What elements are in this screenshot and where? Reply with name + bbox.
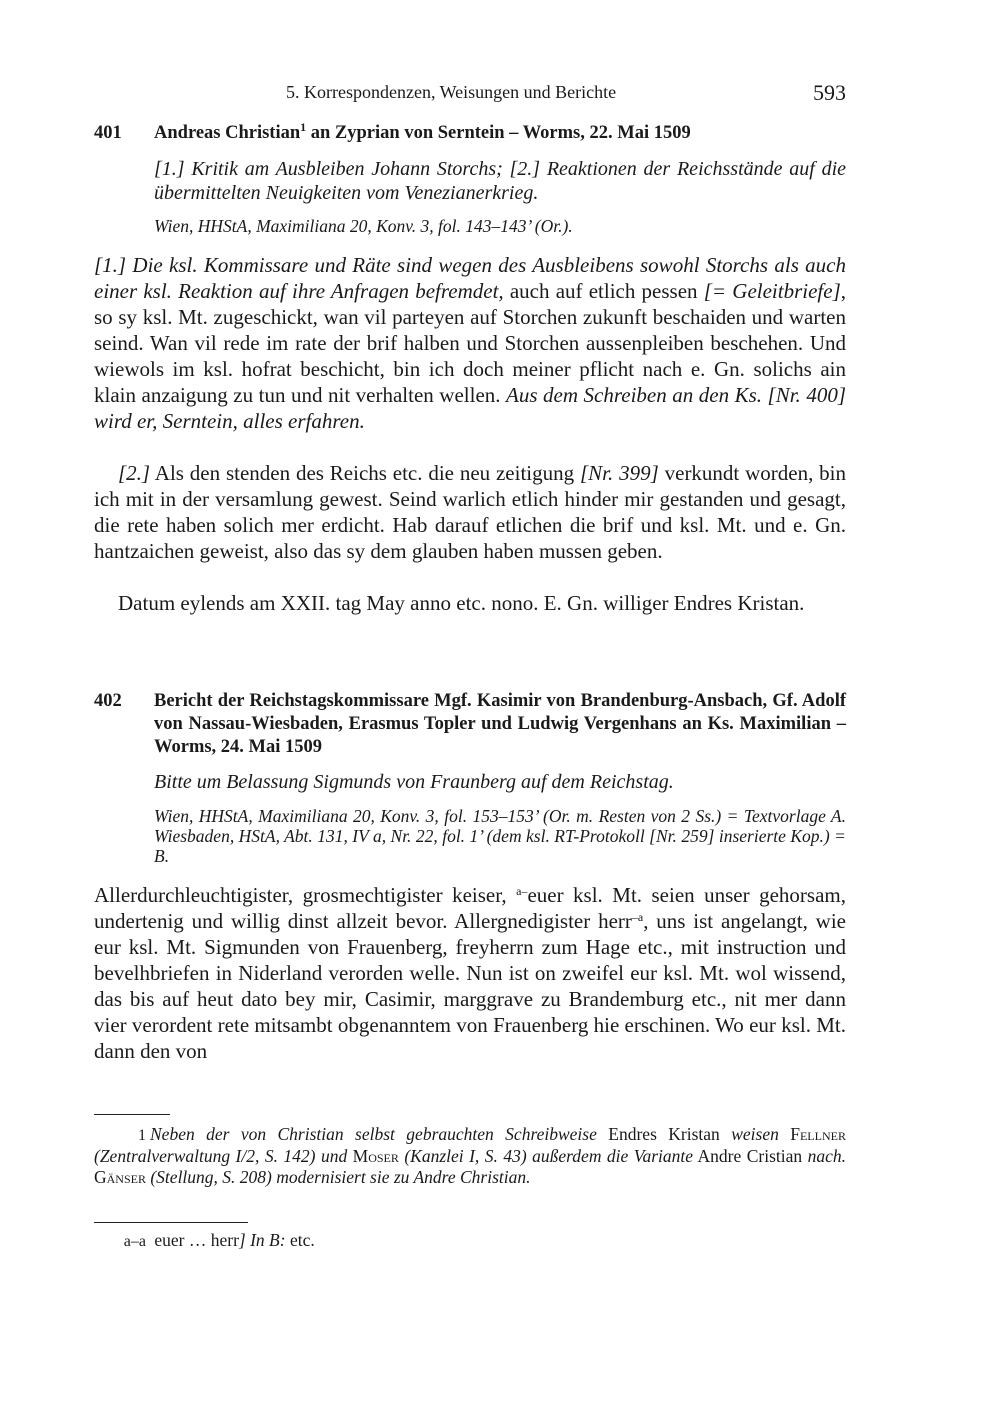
source-text: euer ksl. Mt. seien unser gehorsam, undertenig und willig dinst allzeit bevor. Allergnedigister herr [94,883,846,933]
source-text: verkundt worden, bin ich mit in der versamlung gewest. Seind warlich etlich hinder mir gestanden und gesagt, die rete haben solich mer erdicht. Hab darauf etlichen die brif und ksl. Mt. und e. Gn. hantzaichen geweist, also das sy dem glauben haben mussen geben. [94,461,847,563]
footnote-text: (Zentralverwaltung I/2, S. 142) und [94,1146,348,1166]
variant-note-a [94,1230,846,1252]
footnote-mark: 1 [138,1127,146,1144]
variant-mark-open: a– [516,884,528,898]
variant-separator [94,1222,248,1223]
editorial-text: [Nr. 399] [579,461,659,485]
footnote-text: nach. [807,1146,846,1166]
variant-text: euer … herr [150,1230,239,1250]
editorial-text: [= Geleitbriefe] [703,279,841,303]
footnote-1 [94,1124,846,1188]
entry-number: 402 [94,691,122,711]
entry-402-body [94,882,846,1064]
source-text: Allerdurchleuchtigister, grosmechtigister keiser, [94,883,517,907]
entry-401-paragraph-1 [94,252,846,434]
variant-mark: a–a [123,1233,146,1250]
footnote-text: weisen [731,1124,779,1144]
footnote-text: (Stellung, S. 208) modernisiert sie zu Andre Christian. [145,1167,531,1187]
variant-mark-close: –a [631,910,644,924]
footnote-text: (Kanzlei I, S. 43) außerdem die Variante [398,1146,694,1166]
editorial-text: [1.] Die ksl. Kommissare und Räte sind wegen des Ausbleibens sowohl Storchs als auch einer ksl. Reaktion auf ihre Anfragen befremdet, [94,253,846,303]
variant-text: etc. [285,1230,315,1250]
editorial-text: Aus dem Schreiben an den Ks. [Nr. 400] wird er, Serntein, alles erfahren. [94,383,846,433]
entry-401-source: Wien, HHStA, Maximiliana 20, Konv. 3, fol. 143–143’ (Or.). [154,216,573,236]
entry-title-rest: an Zyprian von Serntein – Worms, 22. Mai 1509 [306,123,691,143]
editorial-text: [2.] [118,461,151,485]
footnote-text: Neben der von Christian selbst gebrauchten Schreibweise [150,1124,597,1144]
entry-401-closing: Datum eylends am XXII. tag May anno etc. nono. E. Gn. williger Endres Kristan. [118,591,805,615]
footnote-separator [94,1114,170,1115]
entry-401-summary: [1.] Kritik am Ausbleiben Johann Storchs; [2.] Reaktionen der Reichsstände auf die übermittelten Neuigkeiten vom Venezianerkrieg. [154,158,846,204]
entry-402-summary: Bitte um Belassung Sigmunds von Fraunberg auf dem Reichstag. [154,771,674,793]
footnote-text: Andre Cristian [693,1146,808,1166]
running-header [94,80,846,110]
footnote-ref: 1 [300,120,307,134]
author-name: Moser [347,1146,399,1166]
source-text: , uns ist angelangt, wie eur ksl. Mt. Sigmunden von Frauenberg, freyherrn zum Hage etc., mit instruction und bevelhbriefen in Niderland verorden welle. Nun ist on zweifel eur ksl. Mt. wol wissend, das bis auf heut dato bey mir, Casimir, marggrave zu Brandemburg etc., nit mer dann vier verordent rete mitsambt obgenanntem von Frauenberg hie erschinen. Wo eur ksl. Mt. dann den von [94,909,846,1063]
entry-title [154,122,846,145]
source-text: , so sy ksl. Mt. zugeschickt, wan vil parteyen auf Storchen zukunft beschaiden und warten seind. Wan vil rede im rate der brif halben und Storchen aussenpleiben beschehen. Und wiewols im ksl. hofrat beschicht, bin ich doch meiner pflicht nach e. Gn. solichs ain klain anzaigung zu tun und nit verhalten wellen. [94,279,846,407]
footnote-text: Endres Kristan [596,1124,732,1144]
entry-title: Bericht der Reichstagskommissare Mgf. Kasimir von Brandenburg-Ansbach, Gf. Adolf von Nassau-Wiesbaden, Erasmus Topler und Ludwig Vergenhans an Ks. Maximilian – Worms, 24. Mai 1509 [154,691,846,757]
running-title: 5. Korrespondenzen, Weisungen und Berichte [286,82,617,102]
entry-402-source: Wien, HHStA, Maximiliana 20, Konv. 3, fol. 153–153’ (Or. m. Resten von 2 Ss.) = Textvorlage A. Wiesbaden, HStA, Abt. 131, IV a, Nr. 22, fol. 1’ (dem ksl. RT-Protokoll [Nr. 259] inserierte Kop.) = B. [154,806,846,866]
page-number: 593 [813,80,846,105]
entry-number: 401 [94,123,122,143]
author-name: Gänser [94,1167,146,1187]
variant-text: ] In B: [238,1230,286,1250]
source-text: Als den stenden des Reichs etc. die neu zeitigung [150,461,580,485]
author-name: Fellner [778,1124,846,1144]
entry-title-text: Andreas Christian [154,123,301,143]
entry-401-paragraph-2 [94,460,846,564]
source-text: auch auf etlich pessen [503,279,704,303]
